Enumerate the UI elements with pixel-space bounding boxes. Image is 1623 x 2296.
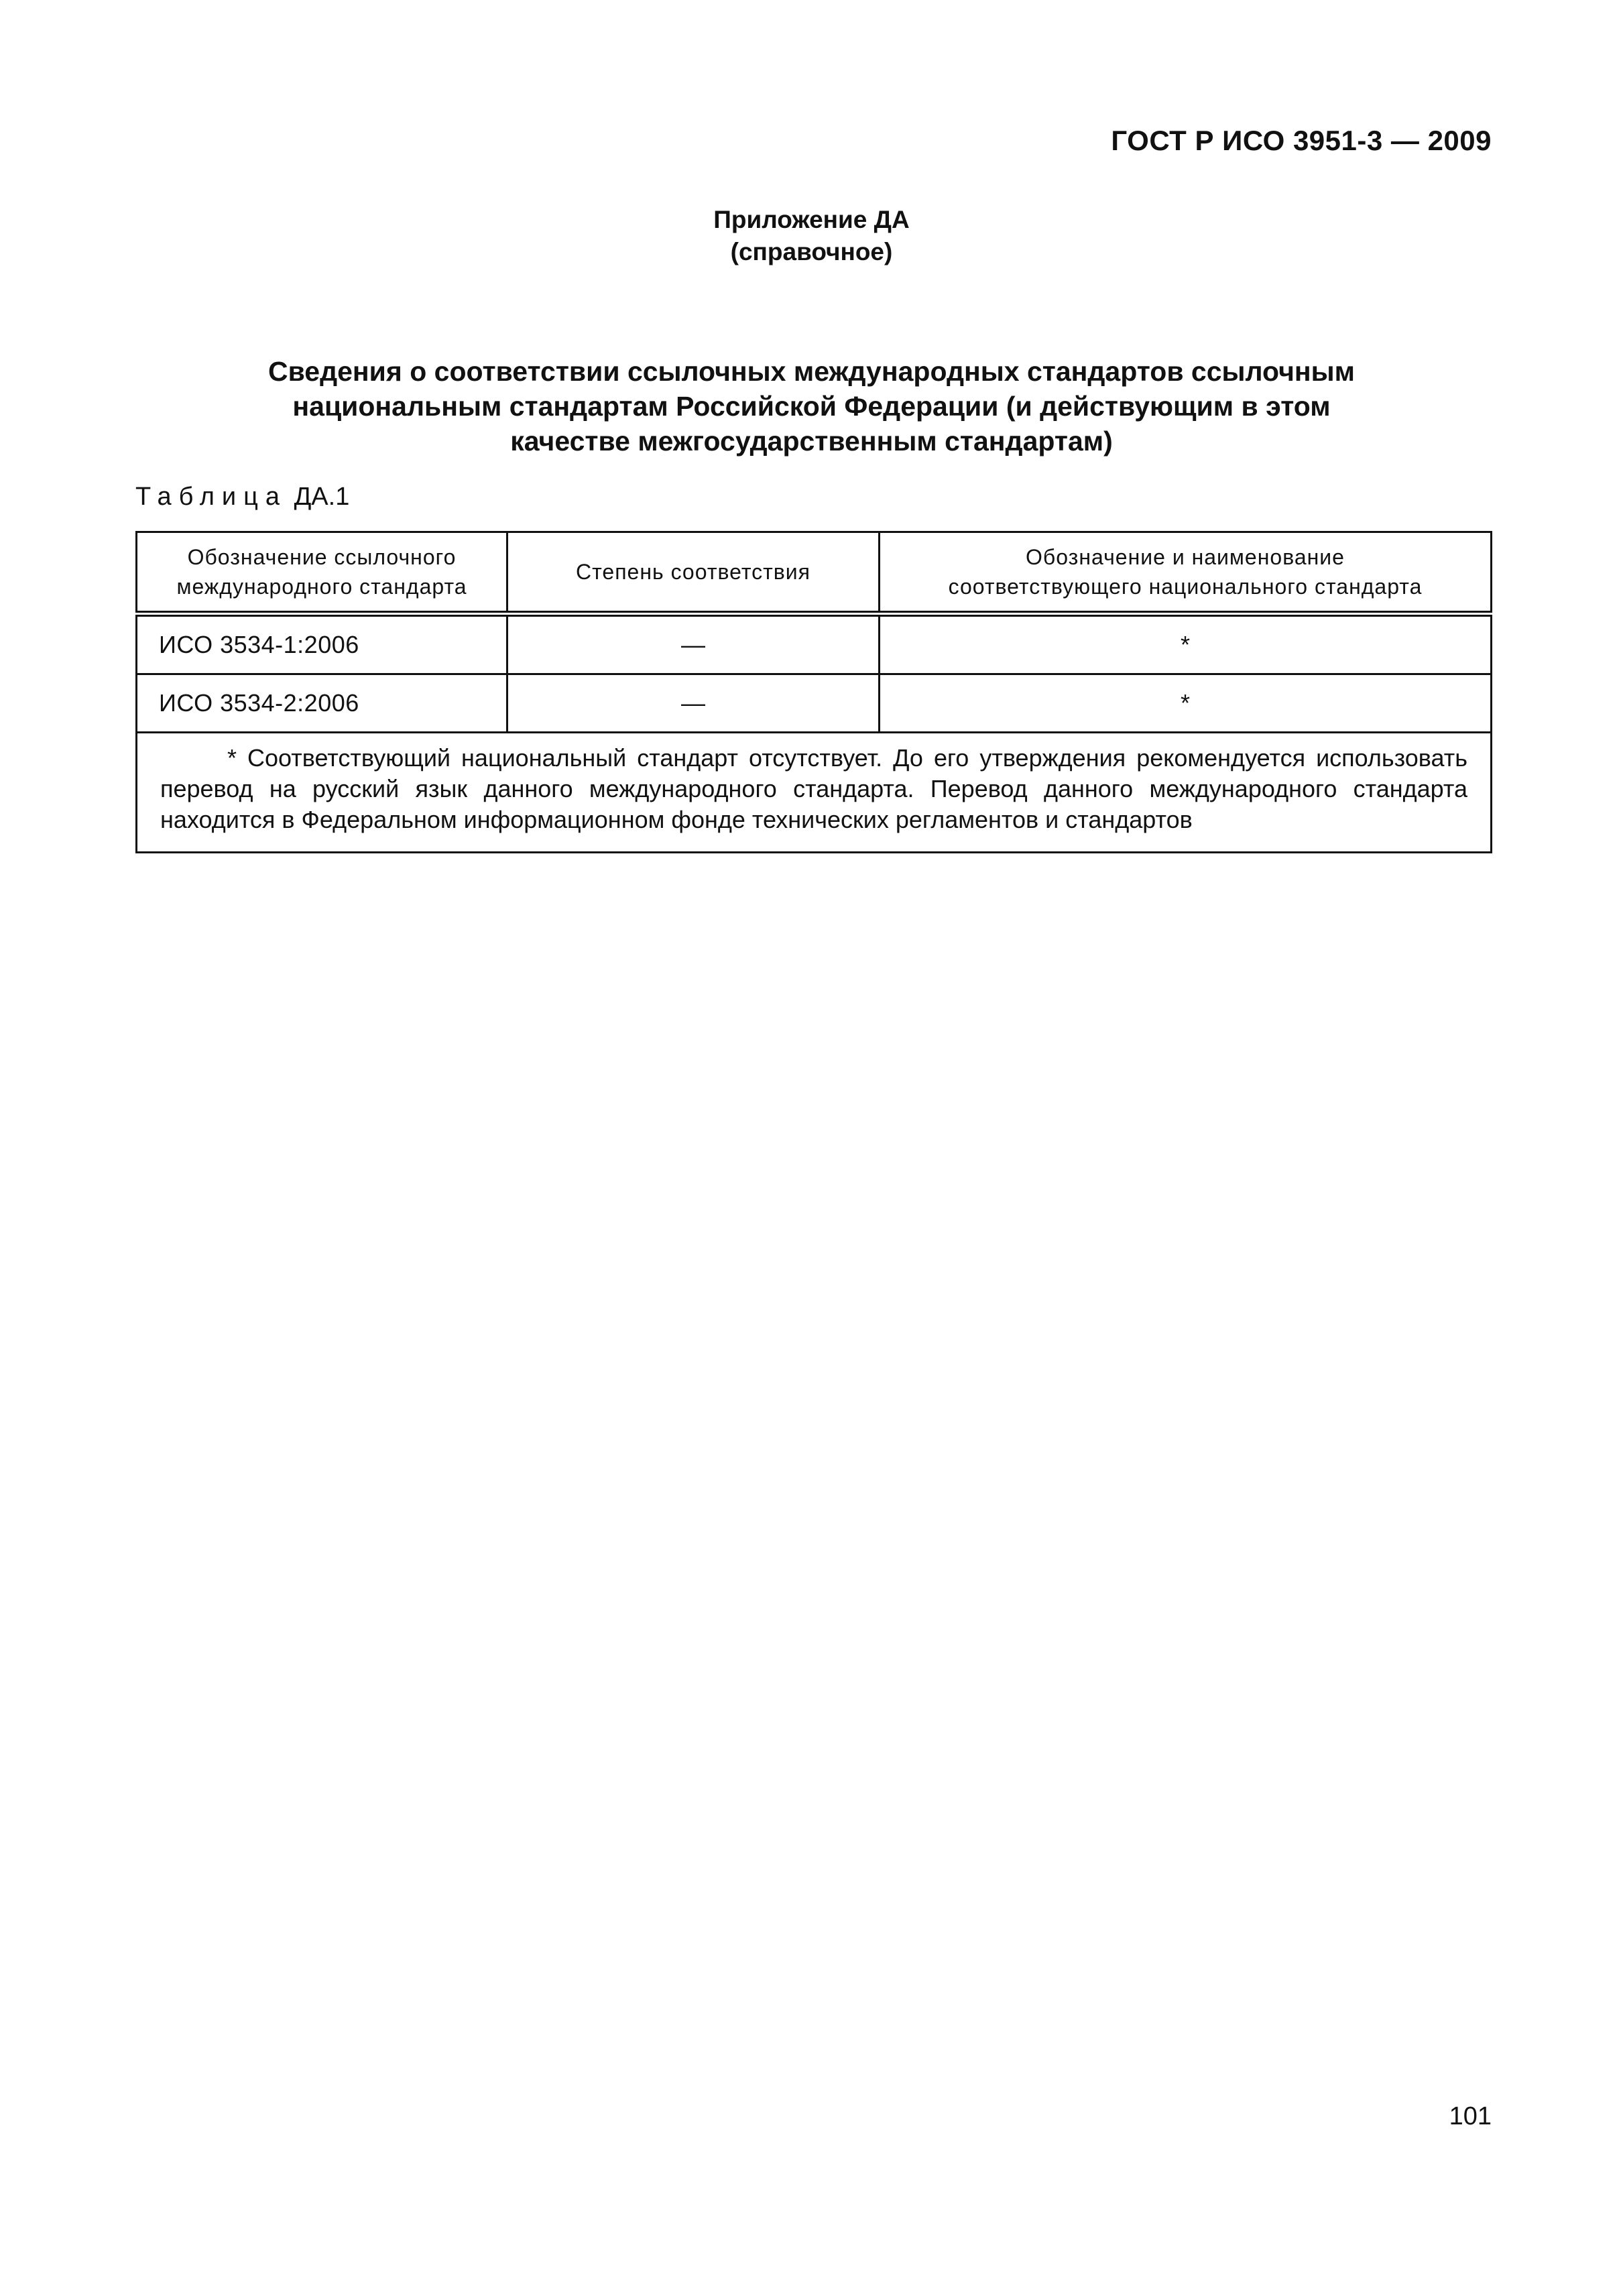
table-footnote [137, 733, 1492, 853]
appendix-subtitle: (справочное) [730, 238, 893, 265]
section-title [0, 354, 1623, 459]
header-degree-line: Степень соответствия [576, 560, 810, 584]
table-header-row [137, 532, 1492, 614]
table-caption-word: Таблица [135, 483, 287, 511]
cell-degree: — [507, 614, 880, 674]
cell-national: * [880, 614, 1492, 674]
header-national [880, 532, 1492, 614]
cell-designation: ИСО 3534-1:2006 [137, 614, 507, 674]
section-title-line: качестве межгосударственным стандартам) [510, 426, 1113, 457]
header-national-line: соответствующего национального стандарта [948, 575, 1423, 599]
header-national-line: Обозначение и наименование [1026, 545, 1345, 569]
section-title-line: Сведения о соответствии ссылочных международных стандартов ссылочным [268, 356, 1355, 387]
header-designation-line: Обозначение ссылочного [187, 545, 457, 569]
table-caption [135, 483, 349, 511]
section-title-line: национальным стандартам Российской Федерации (и действующим в этом [292, 391, 1331, 422]
cell-national: * [880, 674, 1492, 733]
appendix-heading [0, 204, 1623, 268]
appendix-title: Приложение ДА [713, 206, 910, 233]
footnote-text: * Соответствующий национальный стандарт отсутствует. До его утверждения рекомендуется использовать перевод на русский язык данного международного стандарта. Перевод данного международного стандарта находится в Федеральном информационном фонде технических регламентов и стандартов [160, 744, 1467, 833]
table-caption-number: ДА.1 [294, 483, 350, 511]
header-degree [507, 532, 880, 614]
page-number: 101 [1449, 2102, 1492, 2130]
table-footnote-row [137, 733, 1492, 853]
standards-table [135, 531, 1492, 853]
table-row [137, 614, 1492, 674]
document-code: ГОСТ Р ИСО 3951-3 — 2009 [1111, 125, 1492, 156]
cell-degree: — [507, 674, 880, 733]
cell-designation: ИСО 3534-2:2006 [137, 674, 507, 733]
header-designation [137, 532, 507, 614]
header-designation-line: международного стандарта [176, 575, 467, 599]
table-row [137, 674, 1492, 733]
